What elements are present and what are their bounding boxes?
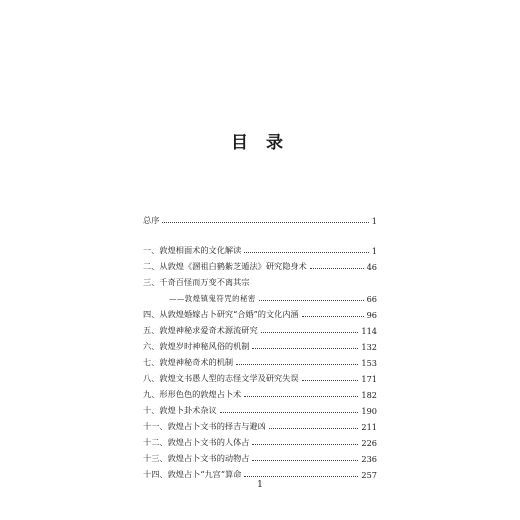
toc-entry-title: 五、敦煌神秘求爱奇术源流研究 [143,325,258,335]
toc-entry-page: 114 [361,326,377,336]
toc-entry-page: 211 [361,422,377,432]
toc-entry-4 [143,308,377,320]
toc-entry-page: 153 [361,358,377,368]
toc-entry-title: 十三、敦煌占卜文书的动物占 [143,453,250,463]
toc-leader-dots [236,363,358,365]
toc-leader-dots [310,267,364,269]
toc-entry-5 [143,324,377,336]
toc-entry-page: 46 [366,262,377,272]
toc-leader-dots [261,331,359,333]
toc-entry-page: 236 [361,454,377,464]
toc-entry-3-subtitle [143,292,377,304]
toc-entry-2 [143,260,377,272]
toc-entry-title: 九、形形色色的敦煌占卜术 [143,389,242,399]
toc-entry-page: 257 [361,470,377,480]
toc-entry-title: 三、千奇百怪而万变不离其宗 [143,277,250,287]
toc-entry-title: 四、从敦煌婚嫁占卜研究“合婚”的文化内涵 [143,309,299,319]
toc-entry-page: 1 [371,216,377,226]
toc-entry-title: 一、敦煌相面术的文化解读 [143,245,242,255]
toc-entry-page: 132 [361,342,377,352]
toc-leader-dots [259,299,364,301]
toc-entry-title: 七、敦煌神秘奇术的机制 [143,357,234,367]
toc-entry-page: 66 [366,294,377,304]
toc-entry-title: 十二、敦煌占卜文书的人体占 [143,437,250,447]
toc-leader-dots [302,379,359,381]
toc-entry-title: 二、从敦煌《溷祖白鹤紫芝遁法》研究隐身术 [143,261,307,271]
toc-entry-title: 总序 [143,215,160,225]
toc-leader-dots [269,427,359,429]
toc-leader-dots [252,443,358,445]
toc-entry-10 [143,404,377,416]
toc-leader-dots [252,459,358,461]
toc-entry-page: 171 [361,374,377,384]
toc-leader-dots [244,395,358,397]
toc-entry-13 [143,452,377,464]
toc-entry-page: 182 [361,390,377,400]
toc-leader-dots [244,475,358,477]
toc-leader-dots [162,221,368,223]
toc-leader-dots [220,411,359,413]
toc-entry-6 [143,340,377,352]
toc-entry-page: 96 [366,310,377,320]
toc-entry-title: 十四、敦煌占卜“九宫”算命 [143,469,242,479]
toc-entry-page: 226 [361,438,377,448]
toc-leader-dots [302,315,364,317]
toc-entry-12 [143,436,377,448]
toc-entry-page: 190 [361,406,377,416]
toc-entry-title: 十一、敦煌占卜文书的择吉与避凶 [143,421,266,431]
toc-entry-preface [143,214,377,226]
page-number: 1 [257,480,263,490]
toc-entry-11 [143,420,377,432]
toc-entry-page: 1 [371,246,377,256]
toc-entry-8 [143,372,377,384]
toc-leader-dots [244,251,369,253]
toc-leader-dots [252,347,358,349]
toc-entry-14 [143,468,377,480]
toc-entry-title: ——敦煌镇鬼符咒的秘密 [169,294,256,303]
toc-entry-title: 八、敦煌文书愚人型的志怪文学及研究失误 [143,373,299,383]
toc-entry-9 [143,388,377,400]
toc-entry-title: 十、敦煌卜卦术杂议 [143,405,217,415]
page-title: 目 录 [231,133,289,153]
toc-entry-3 [143,276,377,288]
toc-entry-1 [143,244,377,256]
toc-entry-title: 六、敦煌岁时神秘风俗的机制 [143,341,250,351]
toc-entry-7 [143,356,377,368]
